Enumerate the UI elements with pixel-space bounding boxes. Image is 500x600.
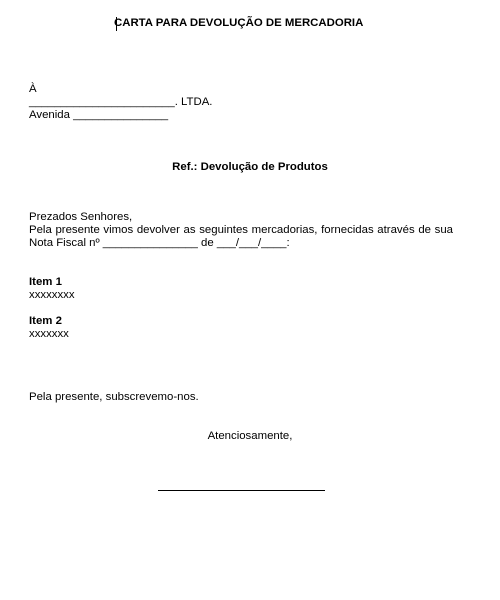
item-2-value: xxxxxxx bbox=[29, 328, 69, 340]
body-line-1: Pela presente vimos devolver as seguintes mercadorias, fornecidas através de sua bbox=[29, 224, 453, 236]
closing-line: Pela presente, subscrevemo-nos. bbox=[29, 391, 199, 403]
salutation: Prezados Senhores, bbox=[29, 211, 133, 223]
reference-line: Ref.: Devolução de Produtos bbox=[172, 161, 328, 173]
item-1-value: xxxxxxxx bbox=[29, 289, 75, 301]
document-title: CARTA PARA DEVOLUÇÃO DE MERCADORIA bbox=[114, 17, 364, 29]
regards-line: Atenciosamente, bbox=[207, 430, 293, 442]
item-1-label: Item 1 bbox=[29, 276, 62, 288]
recipient-address-line: Avenida _______________ bbox=[29, 109, 169, 121]
body-line-2: Nota Fiscal nº _______________ de ___/___/____: bbox=[29, 237, 290, 249]
signature-line bbox=[158, 490, 325, 491]
item-2-label: Item 2 bbox=[29, 315, 62, 327]
recipient-to: À bbox=[29, 83, 37, 95]
recipient-company-line: _______________________. LTDA. bbox=[29, 96, 213, 108]
